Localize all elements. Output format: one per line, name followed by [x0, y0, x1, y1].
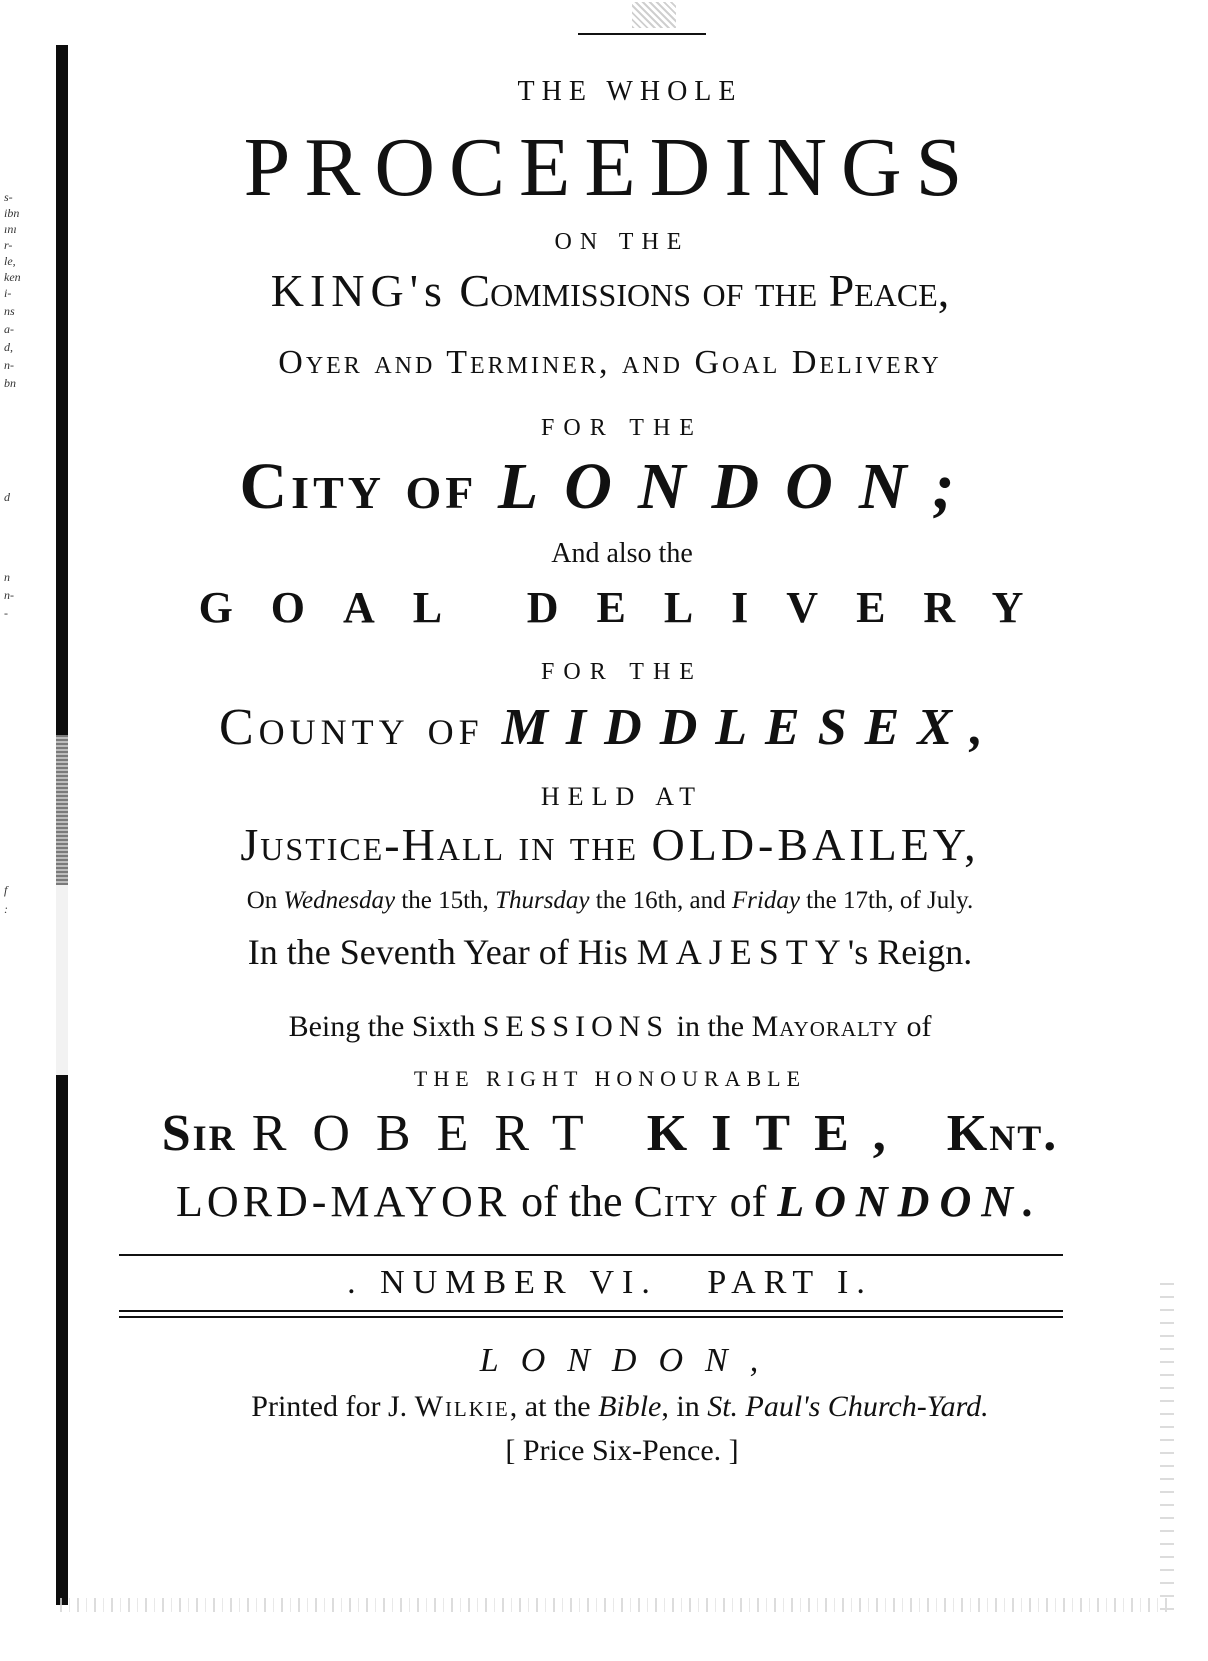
oyer-terminer-line: Oyer and Terminer, and Goal Delivery [278, 344, 942, 381]
county-middlesex-line [60, 699, 1160, 756]
heading-the-whole: THE WHOLE [517, 76, 743, 107]
knt-text: Knt. [946, 1105, 1059, 1162]
robert-text: ROBERT [251, 1105, 610, 1162]
sessions-text: SESSIONS [482, 1010, 670, 1043]
heading-for-the-1: FOR THE [541, 415, 703, 441]
city-text: City [633, 1177, 719, 1226]
margin-fragment: le, [4, 254, 16, 268]
margin-fragment: d [4, 490, 10, 504]
kings-text: KING's [270, 265, 448, 316]
imprint-london: LONDON, [479, 1342, 781, 1379]
sir-text: Sir [161, 1105, 252, 1162]
scan-speckle-bottom [60, 1598, 1170, 1612]
number-part-line: . NUMBER VI. PART I. [347, 1264, 873, 1301]
margin-fragment: bn [4, 376, 16, 390]
price-line: [ Price Six-Pence. ] [505, 1434, 739, 1467]
margin-fragment: ns [4, 304, 15, 318]
middlesex-text: MIDDLESEX, [501, 699, 1001, 756]
margin-fragment: - [4, 606, 8, 620]
printed-for-line: Printed for J. Wilkie, at the Bible, in St. Paul's Church-Yard. [251, 1390, 989, 1423]
margin-fragment: ken [4, 270, 21, 284]
lord-mayor-text: LORD-MAYOR [175, 1177, 511, 1226]
goal-delivery-heading: GOAL DELIVERY [198, 583, 1062, 632]
margin-fragment: r- [4, 238, 13, 252]
city-of-london-line [60, 450, 1160, 523]
right-honourable-heading: THE RIGHT HONOURABLE [413, 1066, 807, 1091]
top-ornament [632, 2, 676, 28]
margin-fragment: n [4, 570, 10, 584]
sir-robert-kite-line [60, 1105, 1160, 1162]
old-bailey-text: OLD-BAILEY, [651, 819, 980, 870]
top-rule [578, 33, 706, 35]
county-of-text: County of [219, 699, 502, 756]
wednesday-text: Wednesday [283, 887, 396, 914]
sixth-sessions-line: Being the Sixth SESSIONS in the Mayoralty of [288, 1010, 932, 1043]
peace-text: Peace, [828, 265, 950, 316]
bible-text: Bible [598, 1390, 662, 1423]
kite-text: KITE, [609, 1105, 947, 1162]
margin-fragment: s- [4, 190, 13, 204]
rule-top [119, 1254, 1063, 1256]
margin-fragment: ibn [4, 206, 20, 220]
margin-fragment: d, [4, 340, 13, 354]
friday-text: Friday [731, 887, 800, 914]
margin-fragment: n- [4, 358, 14, 372]
heading-proceedings: PROCEEDINGS [243, 121, 977, 214]
margin-fragment: : [4, 902, 8, 916]
london-text-2: LONDON. [777, 1177, 1044, 1226]
mayoralty-text: Mayoralty [751, 1010, 899, 1043]
margin-fragment: ını [4, 222, 17, 236]
session-dates-line: On Wednesday the 15th, Thursday the 16th, and Friday the 17th, of July. [246, 887, 974, 914]
commissions-text: Commissions of the [459, 265, 829, 316]
london-text: LONDON; [497, 450, 981, 523]
city-of-text: City of [239, 450, 498, 523]
justice-hall-line [60, 819, 1160, 870]
and-also-the: And also the [551, 538, 693, 569]
heading-for-the-2: FOR THE [541, 659, 703, 685]
margin-fragment: n- [4, 588, 14, 602]
wilkie-text: Wilkie [414, 1390, 510, 1423]
bleed-through-margin [2, 190, 32, 990]
thursday-text: Thursday [495, 887, 590, 914]
margin-fragment: i- [4, 286, 12, 300]
church-yard-text: St. Paul's Church-Yard. [707, 1390, 989, 1423]
margin-fragment: f [4, 883, 8, 897]
lord-mayor-line: LORD-MAYOR of the City of LONDON. [175, 1177, 1044, 1226]
rule-double-2 [119, 1316, 1063, 1318]
margin-fragment: a- [4, 322, 14, 336]
majesty-text: MAJESTY [636, 932, 848, 972]
justice-hall-text: Justice-Hall in the [240, 819, 652, 870]
heading-on-the: ON THE [554, 229, 690, 255]
commissions-line [60, 265, 1160, 316]
held-at-heading: HELD AT [540, 782, 704, 811]
seventh-year-line: In the Seventh Year of His MAJESTY's Reign. [247, 932, 973, 972]
rule-double-1 [119, 1310, 1063, 1312]
